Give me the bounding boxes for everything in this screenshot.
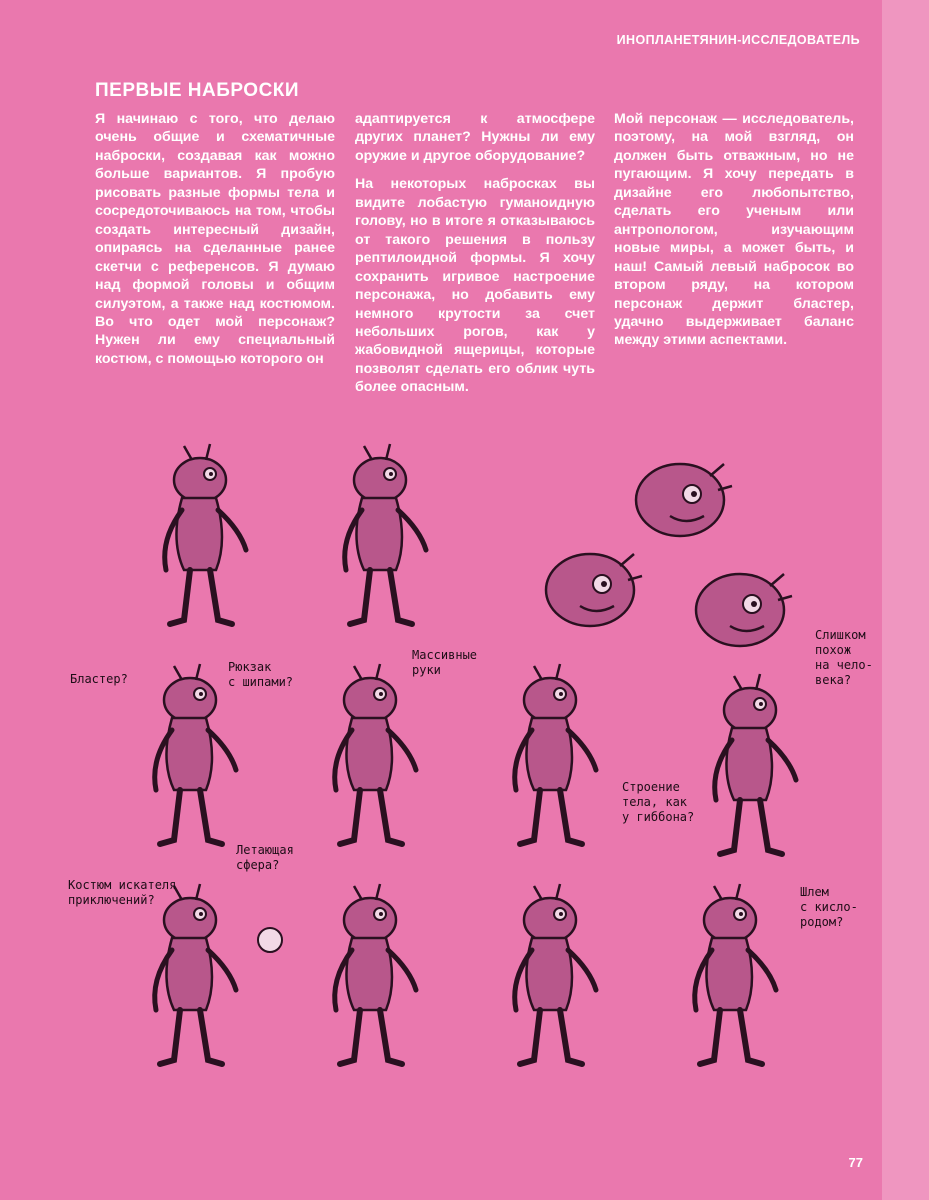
annotation-blaster: Бластер? <box>70 672 128 686</box>
character-sketches <box>50 430 870 1090</box>
annotation-backpack: Рюкзак с шипами? <box>228 660 294 689</box>
sketch-row-1 <box>165 444 792 646</box>
annotation-sphere: Летающая сфера? <box>236 843 294 872</box>
running-head: ИНОПЛАНЕТЯНИН-ИССЛЕДОВАТЕЛЬ <box>616 33 860 47</box>
sketch-row-3 <box>155 884 776 1064</box>
text-column-1 <box>95 110 335 378</box>
paragraph: Мой персонаж — исследователь, поэтому, на мой взгляд, он должен быть отважным, но не пугающим. Я хочу передать в дизайне его любопытство, сделать его ученым или антропологом, изучающим новые миры, а может быть, и наш! Самый левый набросок во втором ряду, на котором персонаж держит бластер, удачно выдерживает баланс между этими аспектами. <box>614 111 854 349</box>
sketch-row-2 <box>155 664 796 854</box>
annotation-helmet: Шлем с кисло- родом? <box>800 885 858 929</box>
page-edge-strip <box>882 0 929 1200</box>
text-column-2 <box>355 110 595 407</box>
section-title: ПЕРВЫЕ НАБРОСКИ <box>95 80 300 101</box>
paragraph: Я начинаю с того, что делаю очень общие и схематичные наброски, создавая как можно больше вариантов. Я пробую рисовать разные формы тела и сосредоточиваюсь на том, чтобы создать интересный дизайн, опираясь на сделанные ранее скетчи с референсов. Я думаю над формой головы и общим силуэтом, а также над костюмом. Во что одет мой персонаж? Нужен ли ему специальный костюм, с помощью которого он <box>95 111 335 367</box>
annotation-arms: Массивные руки <box>412 648 478 677</box>
annotation-suit: Костюм искателя приключений? <box>68 878 177 907</box>
annotation-gibbon: Строение тела, как у гиббона? <box>622 780 695 824</box>
page-number: 77 <box>848 1155 863 1170</box>
paragraph: На некоторых набросках вы видите лобастую гуманоидную голову, но в итоге я отказываюсь от такого решения в пользу рептилоидной формы. Я хочу сохранить игривое настроение персонажа, но добавить ему немного крутости за счет небольших рогов, как у жабовидной ящерицы, которые позволят сделать его облик чуть более опасным. <box>355 176 595 396</box>
text-column-3 <box>614 110 854 360</box>
paragraph: адаптируется к атмосфере других планет? Нужны ли ему оружие и другое оборудование? <box>355 111 595 164</box>
annotation-too-human: Слишком похож на чело- века? <box>815 628 873 687</box>
